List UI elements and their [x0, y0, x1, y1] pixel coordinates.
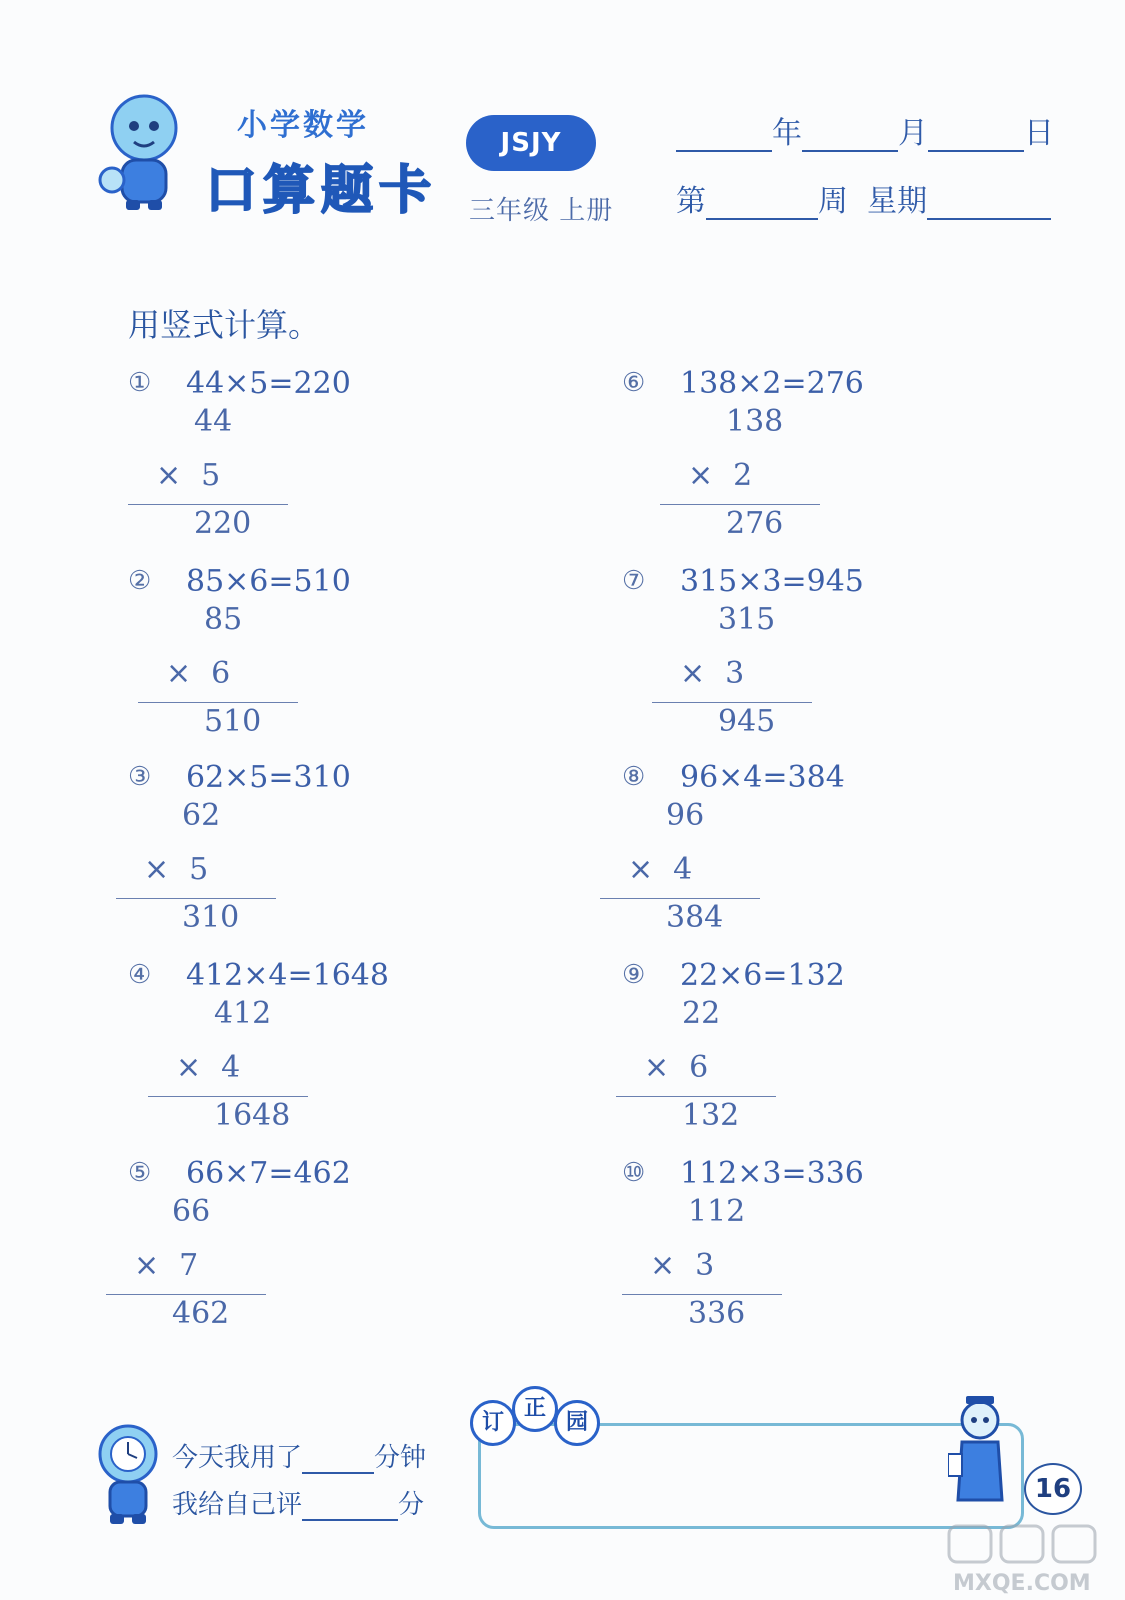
- problem-number: ⑤: [128, 1158, 152, 1188]
- month-blank[interactable]: [802, 122, 898, 152]
- multiplier: 5: [201, 458, 221, 493]
- problem: [128, 958, 428, 1133]
- problem: [128, 760, 428, 935]
- problem: [622, 366, 922, 541]
- multiplier-row: [628, 852, 692, 887]
- multiply-sign: ×: [688, 458, 714, 493]
- calculation-line: [600, 898, 760, 899]
- multiplier: 3: [725, 656, 745, 691]
- multiplicand: 412: [214, 996, 272, 1031]
- brand-subtitle: 小学数学: [237, 108, 369, 143]
- problem-number: ④: [128, 960, 152, 990]
- score-suffix: 分: [398, 1490, 425, 1520]
- multiplicand: 112: [688, 1194, 746, 1229]
- problem-equation: 22×6=132: [680, 958, 845, 993]
- multiplicand: 85: [204, 602, 243, 637]
- multiplier-row: [144, 852, 208, 887]
- correction-title-char: 园: [554, 1400, 600, 1446]
- multiplier: 4: [221, 1050, 241, 1085]
- multiplier-row: [680, 656, 744, 691]
- problem-equation: 62×5=310: [186, 760, 351, 795]
- grade-label: 三年级 上册: [469, 196, 614, 226]
- week-blank[interactable]: [706, 190, 818, 220]
- product: 276: [726, 506, 784, 541]
- weekday-blank[interactable]: [927, 190, 1051, 220]
- score-prefix: 我给自己评: [172, 1490, 303, 1520]
- problem-number: ②: [128, 566, 152, 596]
- clock-mascot-icon: [92, 1418, 164, 1528]
- multiplicand: 66: [172, 1194, 211, 1229]
- multiplier: 7: [179, 1248, 199, 1283]
- correction-title-char: 订: [470, 1400, 516, 1446]
- problem-equation: 44×5=220: [186, 366, 351, 401]
- product: 510: [204, 704, 262, 739]
- problem-equation: 315×3=945: [680, 564, 864, 599]
- day-label: 日: [1024, 116, 1054, 151]
- calculation-line: [116, 898, 276, 899]
- multiplier-row: [156, 458, 220, 493]
- multiplicand: 138: [726, 404, 784, 439]
- multiplier-row: [166, 656, 230, 691]
- calculation-line: [128, 504, 288, 505]
- product: 384: [666, 900, 724, 935]
- week-fields: [676, 176, 1051, 220]
- problem-number: ⑧: [622, 762, 646, 792]
- problem-number: ⑩: [622, 1158, 646, 1188]
- product: 220: [194, 506, 252, 541]
- time-used: [172, 1437, 426, 1474]
- week-prefix: 第: [676, 184, 706, 219]
- problem-equation: 138×2=276: [680, 366, 864, 401]
- correction-title: [470, 1396, 596, 1446]
- multiplier: 6: [211, 656, 231, 691]
- multiply-sign: ×: [156, 458, 182, 493]
- multiplier-row: [650, 1248, 714, 1283]
- multiply-sign: ×: [176, 1050, 202, 1085]
- year-blank[interactable]: [676, 122, 772, 152]
- scholar-mascot-icon: [948, 1392, 1008, 1512]
- problem-number: ③: [128, 762, 152, 792]
- problem: [128, 366, 428, 541]
- multiplicand: 22: [682, 996, 721, 1031]
- correction-title-char: 正: [512, 1386, 558, 1432]
- day-blank[interactable]: [928, 122, 1024, 152]
- week-unit: 周: [818, 184, 848, 219]
- multiply-sign: ×: [166, 656, 192, 691]
- calculation-line: [106, 1294, 266, 1295]
- time-blank[interactable]: [302, 1448, 374, 1474]
- year-label: 年: [772, 116, 802, 151]
- multiplier-row: [176, 1050, 240, 1085]
- publisher-badge: JSJY: [466, 115, 596, 171]
- score-blank[interactable]: [302, 1495, 398, 1521]
- weekday-label: 星期: [867, 184, 928, 219]
- multiplier-row: [688, 458, 752, 493]
- multiplicand: 44: [194, 404, 233, 439]
- instruction: 用竖式计算。: [128, 306, 321, 344]
- problem: [622, 564, 922, 739]
- product: 310: [182, 900, 240, 935]
- multiplicand: 96: [666, 798, 705, 833]
- product: 336: [688, 1296, 746, 1331]
- problem-number: ⑦: [622, 566, 646, 596]
- problem-equation: 412×4=1648: [186, 958, 389, 993]
- problem-equation: 85×6=510: [186, 564, 351, 599]
- problem: [622, 958, 922, 1133]
- problem-number: ⑥: [622, 368, 646, 398]
- problem: [128, 1156, 428, 1331]
- problem-number: ①: [128, 368, 152, 398]
- multiplier: 2: [733, 458, 753, 493]
- time-prefix: 今天我用了: [172, 1443, 303, 1473]
- multiply-sign: ×: [680, 656, 706, 691]
- problem: [128, 564, 428, 739]
- page-number: 16: [1024, 1463, 1082, 1515]
- multiplier: 3: [695, 1248, 715, 1283]
- problem: [622, 1156, 922, 1331]
- time-suffix: 分钟: [374, 1443, 427, 1473]
- multiplier-row: [134, 1248, 198, 1283]
- calculation-line: [138, 702, 298, 703]
- multiplier: 6: [689, 1050, 709, 1085]
- brand-title: 口算题卡: [205, 161, 438, 221]
- multiplier: 4: [673, 852, 693, 887]
- multiply-sign: ×: [650, 1248, 676, 1283]
- month-label: 月: [898, 116, 928, 151]
- date-fields: [676, 108, 1054, 152]
- problem: [622, 760, 922, 935]
- multiply-sign: ×: [144, 852, 170, 887]
- calculation-line: [616, 1096, 776, 1097]
- multiplier-row: [644, 1050, 708, 1085]
- problem-equation: 96×4=384: [680, 760, 845, 795]
- watermark-text: MXQE.COM: [953, 1571, 1091, 1596]
- product: 945: [718, 704, 776, 739]
- multiplier: 5: [189, 852, 209, 887]
- problem-equation: 66×7=462: [186, 1156, 351, 1191]
- product: 132: [682, 1098, 740, 1133]
- calculation-line: [652, 702, 812, 703]
- watermark-logo: [945, 1520, 1105, 1598]
- calculation-line: [622, 1294, 782, 1295]
- multiplicand: 315: [718, 602, 776, 637]
- problem-number: ⑨: [622, 960, 646, 990]
- self-score: [172, 1484, 424, 1521]
- multiply-sign: ×: [644, 1050, 670, 1085]
- problem-equation: 112×3=336: [680, 1156, 864, 1191]
- multiply-sign: ×: [134, 1248, 160, 1283]
- product: 462: [172, 1296, 230, 1331]
- calculation-line: [148, 1096, 308, 1097]
- mascot-icon: [92, 88, 192, 218]
- multiply-sign: ×: [628, 852, 654, 887]
- calculation-line: [660, 504, 820, 505]
- product: 1648: [214, 1098, 291, 1133]
- multiplicand: 62: [182, 798, 221, 833]
